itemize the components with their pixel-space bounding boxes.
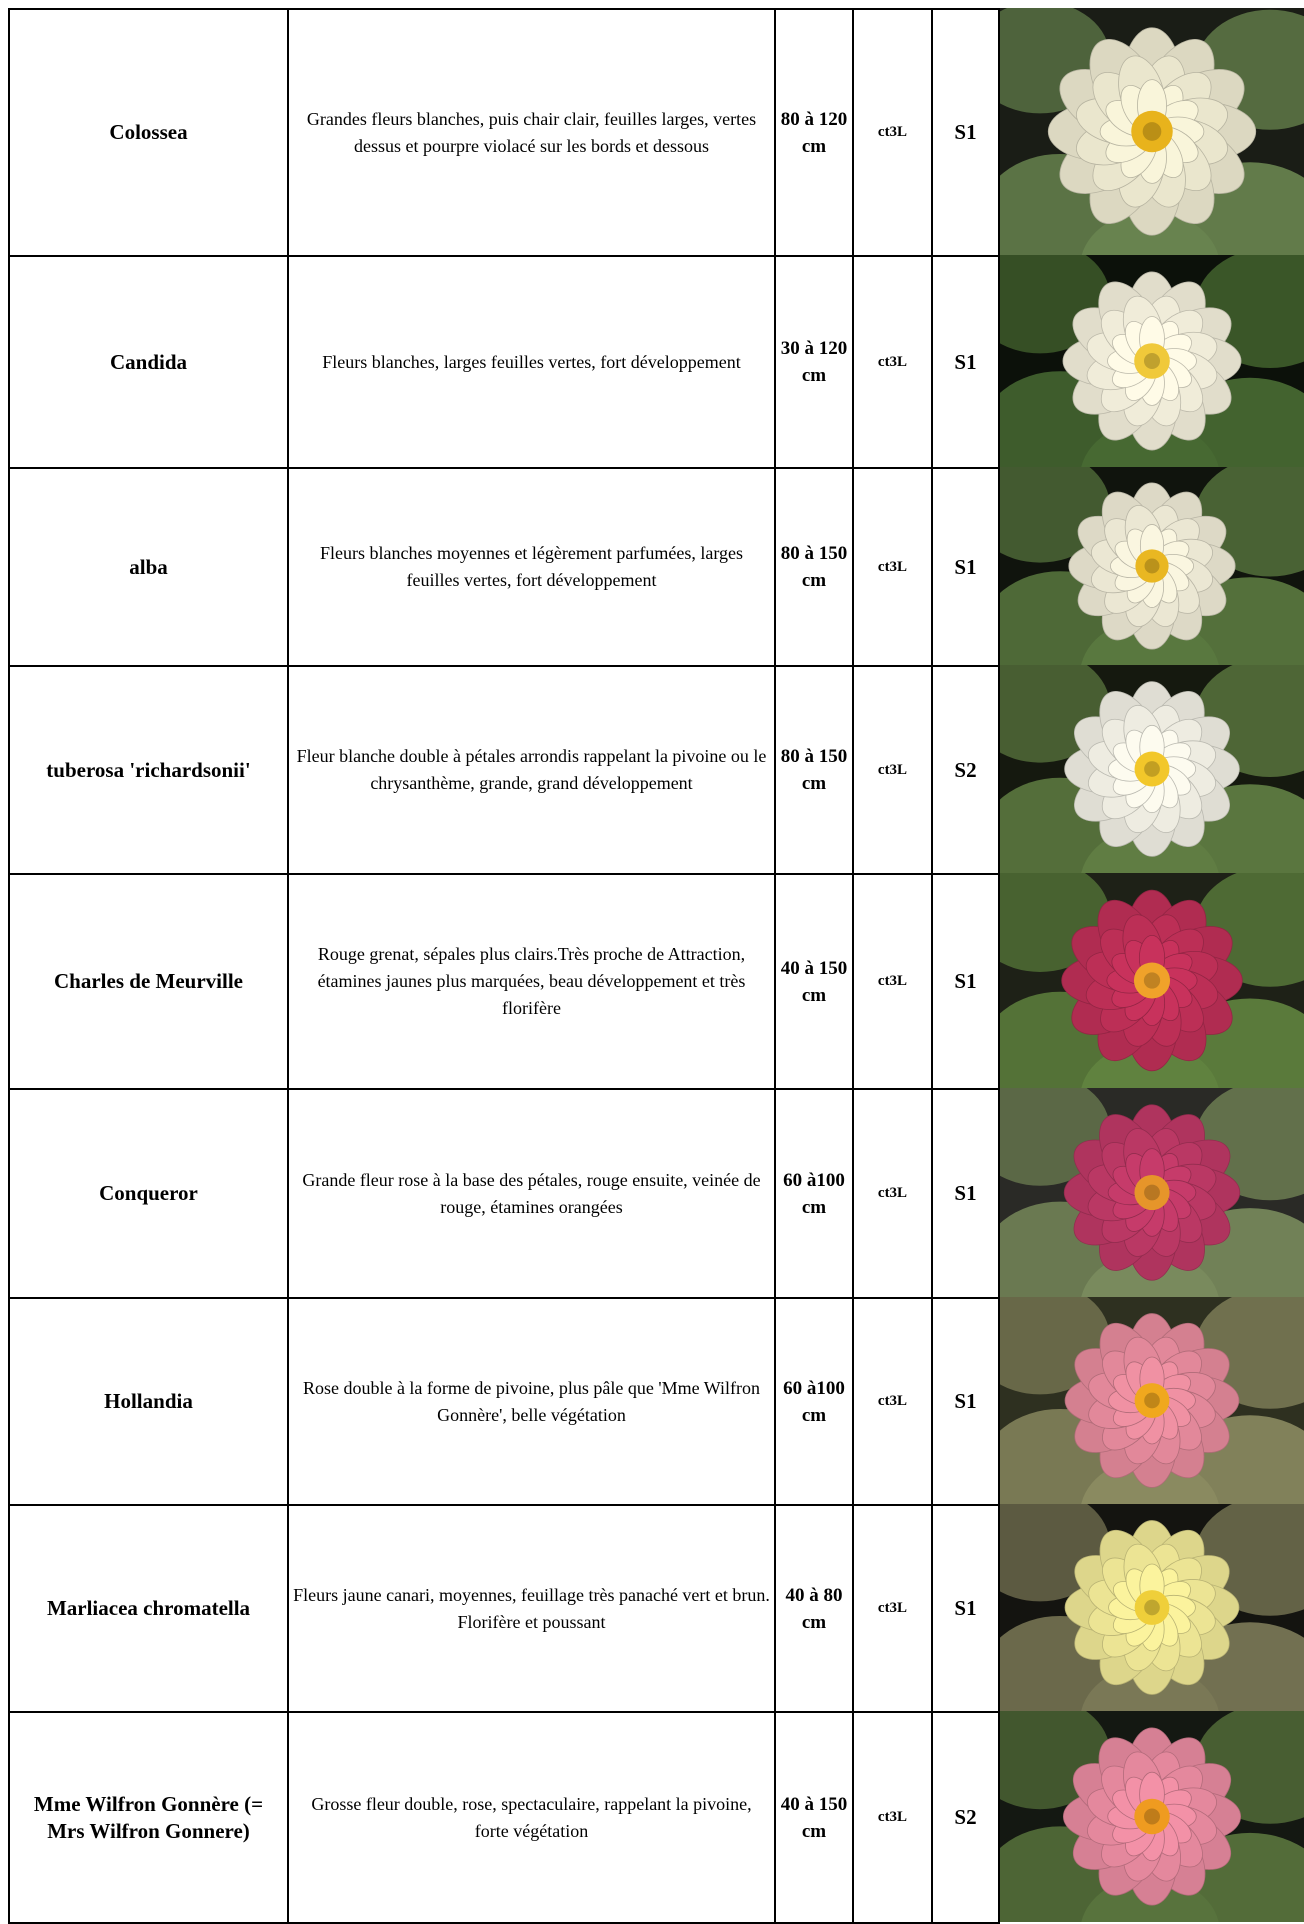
pot-size-cell: ct3L: [853, 1089, 932, 1298]
depth-cell: 80 à 120 cm: [775, 9, 853, 256]
water-lily-image: [1000, 1504, 1304, 1711]
table-row: [9, 9, 999, 256]
pot-size-cell: ct3L: [853, 666, 932, 874]
depth-cell: 60 à100 cm: [775, 1298, 853, 1505]
class-cell: S2: [932, 666, 999, 874]
depth-cell: 40 à 150 cm: [775, 874, 853, 1089]
table-row: [9, 1089, 999, 1298]
table-row: [9, 256, 999, 468]
water-lily-image: [1000, 1297, 1304, 1504]
description-cell: Rouge grenat, sépales plus clairs.Très proche de Attraction, étamines jaunes plus marquées, beau développement et très florifère: [288, 874, 775, 1089]
table-row: [9, 1298, 999, 1505]
depth-cell: 40 à 80 cm: [775, 1505, 853, 1712]
water-lily-photo: [1000, 1297, 1304, 1504]
plant-name-cell: Hollandia: [9, 1298, 288, 1505]
water-lily-photo: [1000, 255, 1304, 467]
plant-table: [8, 8, 1000, 1924]
water-lily-image: [1000, 467, 1304, 665]
class-cell: S1: [932, 1298, 999, 1505]
water-lily-image: [1000, 873, 1304, 1088]
table-row: [9, 666, 999, 874]
water-lily-image: [1000, 1088, 1304, 1297]
water-lily-image: [1000, 8, 1304, 255]
water-lily-photo: [1000, 873, 1304, 1088]
class-cell: S1: [932, 874, 999, 1089]
description-cell: Grosse fleur double, rose, spectaculaire, rappelant la pivoine, forte végétation: [288, 1712, 775, 1923]
water-lily-photo: [1000, 467, 1304, 665]
water-lily-image: [1000, 665, 1304, 873]
plant-name-cell: Mme Wilfron Gonnère (= Mrs Wilfron Gonnere): [9, 1712, 288, 1923]
class-cell: S1: [932, 256, 999, 468]
pot-size-cell: ct3L: [853, 874, 932, 1089]
pot-size-cell: ct3L: [853, 256, 932, 468]
plant-name-cell: Charles de Meurville: [9, 874, 288, 1089]
description-cell: Fleurs blanches, larges feuilles vertes, fort développement: [288, 256, 775, 468]
description-cell: Fleurs jaune canari, moyennes, feuillage très panaché vert et brun. Florifère et poussant: [288, 1505, 775, 1712]
description-cell: Grandes fleurs blanches, puis chair clair, feuilles larges, vertes dessus et pourpre violacé sur les bords et dessous: [288, 9, 775, 256]
water-lily-image: [1000, 255, 1304, 467]
water-lily-photo: [1000, 8, 1304, 255]
plant-name-cell: Colossea: [9, 9, 288, 256]
pot-size-cell: ct3L: [853, 468, 932, 666]
depth-cell: 80 à 150 cm: [775, 468, 853, 666]
water-lily-photo: [1000, 1711, 1304, 1922]
water-lily-photo: [1000, 1504, 1304, 1711]
plant-name-cell: Candida: [9, 256, 288, 468]
class-cell: S1: [932, 468, 999, 666]
table-row: [9, 468, 999, 666]
class-cell: S2: [932, 1712, 999, 1923]
description-cell: Rose double à la forme de pivoine, plus pâle que 'Mme Wilfron Gonnère', belle végétation: [288, 1298, 775, 1505]
pot-size-cell: ct3L: [853, 1298, 932, 1505]
water-lily-photo: [1000, 665, 1304, 873]
pot-size-cell: ct3L: [853, 1505, 932, 1712]
description-cell: Fleur blanche double à pétales arrondis rappelant la pivoine ou le chrysanthème, grande, grand développement: [288, 666, 775, 874]
table-row: [9, 874, 999, 1089]
description-cell: Fleurs blanches moyennes et légèrement parfumées, larges feuilles vertes, fort développement: [288, 468, 775, 666]
depth-cell: 40 à 150 cm: [775, 1712, 853, 1923]
depth-cell: 80 à 150 cm: [775, 666, 853, 874]
depth-cell: 60 à100 cm: [775, 1089, 853, 1298]
pot-size-cell: ct3L: [853, 9, 932, 256]
description-cell: Grande fleur rose à la base des pétales, rouge ensuite, veinée de rouge, étamines orangées: [288, 1089, 775, 1298]
pot-size-cell: ct3L: [853, 1712, 932, 1923]
plant-name-cell: Marliacea chromatella: [9, 1505, 288, 1712]
water-lily-photo: [1000, 1088, 1304, 1297]
table-row: [9, 1712, 999, 1923]
depth-cell: 30 à 120 cm: [775, 256, 853, 468]
plant-name-cell: alba: [9, 468, 288, 666]
class-cell: S1: [932, 1505, 999, 1712]
plant-name-cell: tuberosa 'richardsonii': [9, 666, 288, 874]
water-lily-image: [1000, 1711, 1304, 1922]
class-cell: S1: [932, 1089, 999, 1298]
class-cell: S1: [932, 9, 999, 256]
plant-name-cell: Conqueror: [9, 1089, 288, 1298]
table-row: [9, 1505, 999, 1712]
